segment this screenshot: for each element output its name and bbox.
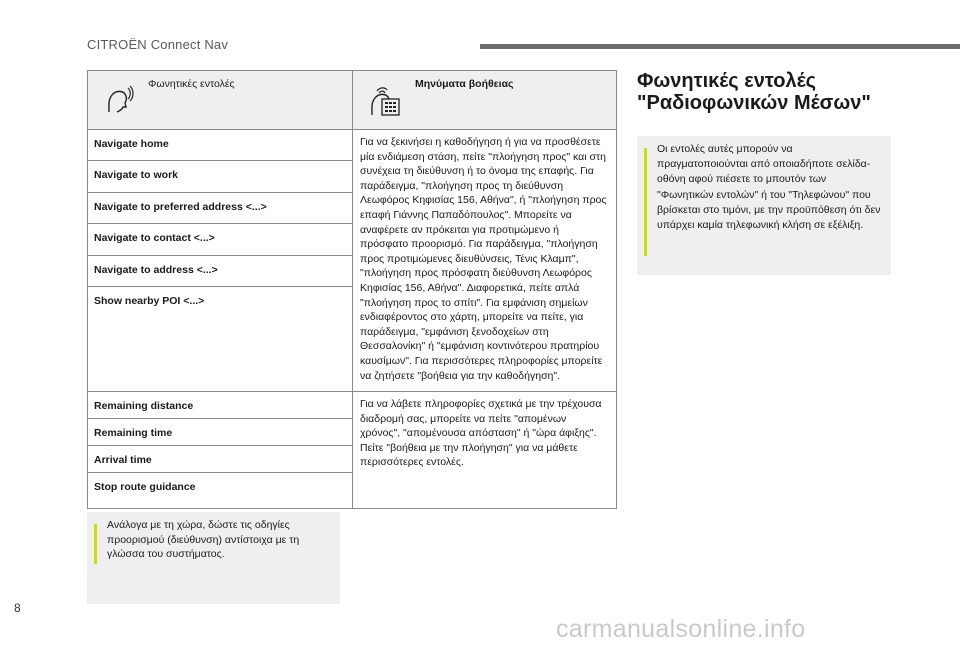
section-title: Φωνητικές εντολές "Ραδιοφωνικών Μέσων" (637, 70, 871, 114)
commands-header-label: Φωνητικές εντολές (148, 78, 235, 90)
help-text-navigation: Για να ξεκινήσει η καθοδήγηση ή για να προσθέσετε μία ενδιάμεση στάση, πείτε "πλοήγηση προς" και στη συνέχεια τη διεύθυνση ή το όνομα της επαφής. Για παράδειγμα, "πλοήγηση προς τη διεύθυνση Λεωφόρος Κηφισίας 156, Αθήνα", ή "πλοήγηση προς επαφή Γιάννης Παπαδόπουλος". Μπορείτε να αναφέρετε αν πρόκειται για προτιμώμενο ή πρόσφατο προορισμό. Για παράδειγμα, "πλοήγηση προς προτιμώμενες διευθύνσεις, Τένις Κλαμπ", "πλοήγηση προς πρόσφατη διεύθυνση Λεωφόρος Κηφισίας 156, Αθήνα". Διαφορετικά, πείτε απλά "πλοήγηση προς το σπίτι". Για εμφάνιση σημείων ενδιαφέροντος στο χάρτη, μπορείτε να πείτε, για παράδειγμα, "εμφάνιση ξενοδοχείων στη Θεσσαλονίκη" ή "εμφάνιση κοντινότερου πρατηρίου καυσίμων". Για περισσότερες πληροφορίες μπορείτε να ζητήσετε "βοήθεια για την καθοδήγηση". (353, 130, 617, 392)
command-cell: Navigate to preferred address <...> (88, 192, 353, 223)
note-text: Ανάλογα με τη χώρα, δώστε τις οδηγίες προορισμού (διεύθυνση) αντίστοιχα με τη γλώσσα του συστήματος. (107, 519, 300, 561)
command-cell: Show nearby POI <...> (88, 287, 353, 392)
note-box (87, 512, 340, 604)
media-commands-info-box (637, 136, 891, 275)
command-cell: Navigate to work (88, 161, 353, 192)
command-cell: Navigate to contact <...> (88, 224, 353, 255)
command-cell: Arrival time (88, 446, 353, 473)
command-cell: Stop route guidance (88, 473, 353, 509)
header-cell-commands (88, 71, 353, 130)
speaking-head-icon (104, 85, 134, 120)
speaking-head-keypad-icon (369, 85, 401, 122)
command-cell: Navigate to address <...> (88, 255, 353, 286)
info-accent-bar (644, 148, 647, 256)
command-cell: Remaining distance (88, 392, 353, 419)
voice-commands-table (87, 70, 617, 509)
watermark: carmanualsonline.info (556, 615, 806, 643)
header-bar (480, 44, 960, 49)
header-cell-help (353, 71, 617, 130)
command-cell: Remaining time (88, 419, 353, 446)
manual-title: CITROËN Connect Nav (87, 37, 229, 52)
note-accent-bar (94, 524, 97, 564)
page-number: 8 (14, 601, 21, 615)
info-text: Οι εντολές αυτές μπορούν να πραγματοποιούνται από οποιαδήποτε σελίδα-οθόνη αφού πιέσετε το μπουτόν των "Φωνητικών εντολών" ή του "Τηλεφώνου" που βρίσκεται στο τιμόνι, με την προϋπόθεση ότι δεν υπάρχει καμία τηλεφωνική κλήση σε εξέλιξη. (657, 143, 881, 232)
help-text-route-info: Για να λάβετε πληροφορίες σχετικά με την τρέχουσα διαδρομή σας, μπορείτε να πείτε "απομένων χρόνος", "απομένουσα απόσταση" ή "ώρα άφιξης". Πείτε "βοήθεια με την πλοήγηση" για να μάθετε περισσότερες εντολές. (353, 392, 617, 509)
help-header-label: Μηνύματα βοήθειας (415, 78, 514, 90)
command-cell: Navigate home (88, 130, 353, 161)
